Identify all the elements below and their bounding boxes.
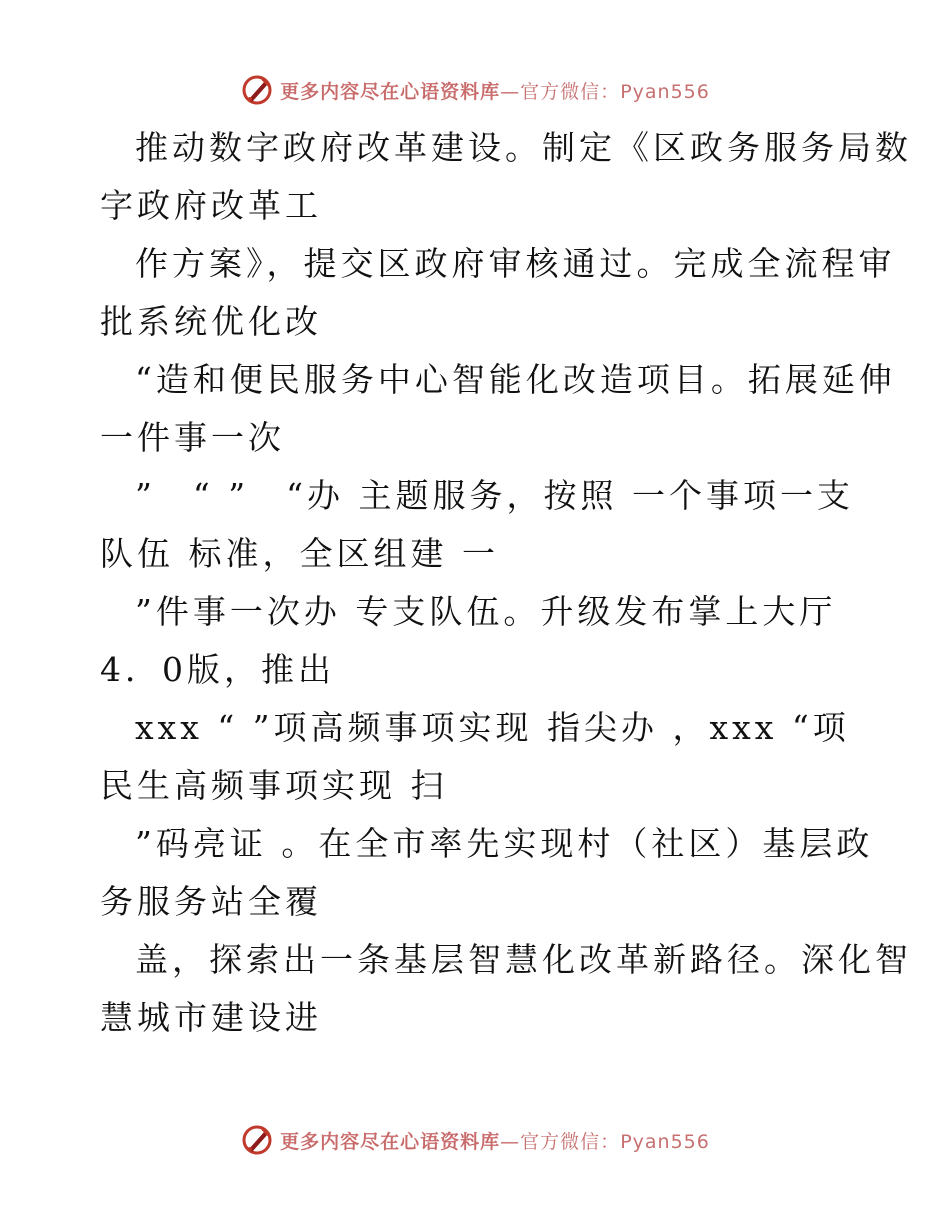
header-watermark xyxy=(0,70,950,110)
watermark-site: 更多内容尽在心语资料库 xyxy=(280,1130,501,1153)
watermark-contact-id: Pyan556 xyxy=(620,80,710,103)
body-line: 队伍 标准，全区组建 一 xyxy=(100,534,499,573)
watermark-site: 更多内容尽在心语资料库 xyxy=(280,80,501,103)
body-line: 作方案》，提交区政府审核通过。完成全流程审 xyxy=(135,244,896,283)
pen-quill-logo-icon xyxy=(240,1123,274,1157)
footer-watermark xyxy=(0,1120,950,1160)
body-line: 民生高频事项实现 扫 xyxy=(100,766,448,805)
watermark-contact-id: Pyan556 xyxy=(620,1130,710,1153)
body-line: 推动数字政府改革建设。制定《区政务服务局数 xyxy=(135,128,912,167)
body-line: ” “ ” “办 主题服务，按照 一个事项一支 xyxy=(135,476,854,515)
body-line: 批系统优化改 xyxy=(100,302,322,341)
watermark-text xyxy=(280,1127,710,1154)
watermark-separator: — xyxy=(500,80,521,103)
body-line: ”件事一次办 专支队伍。升级发布掌上大厅 xyxy=(135,592,837,631)
watermark-text xyxy=(280,77,710,104)
body-line: ”码亮证 。在全市率先实现村（社区）基层政 xyxy=(135,824,874,863)
watermark-contact-label: 官方微信： xyxy=(520,80,621,103)
body-line: 4．0版，推出 xyxy=(100,650,335,689)
body-line: 盖，探索出一条基层智慧化改革新路径。深化智 xyxy=(135,940,912,979)
body-line: 字政府改革工 xyxy=(100,186,322,225)
watermark-separator: — xyxy=(500,1130,521,1153)
body-line: “造和便民服务中心智能化改造项目。拓展延伸 xyxy=(135,360,896,399)
body-line: 务服务站全覆 xyxy=(100,882,322,921)
body-line: 慧城市建设进 xyxy=(100,998,322,1037)
body-line: 一件事一次 xyxy=(100,418,285,457)
pen-quill-logo-icon xyxy=(240,73,274,107)
watermark-contact-label: 官方微信： xyxy=(520,1130,621,1153)
body-line: xxx “ ”项高频事项实现 指尖办 ，xxx “项 xyxy=(135,708,850,747)
